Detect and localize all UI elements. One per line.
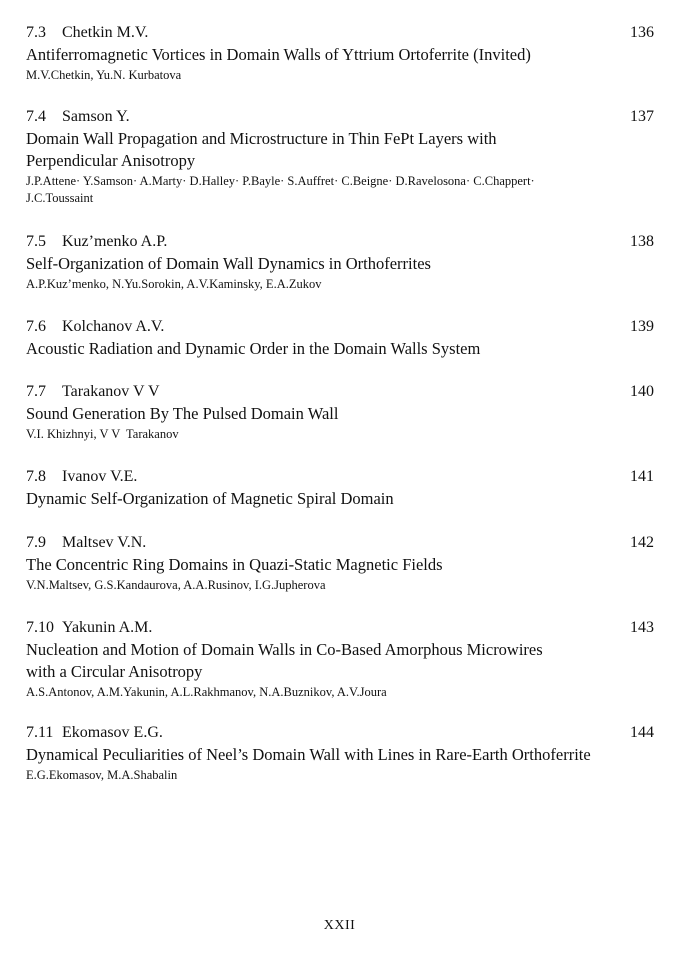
entry-title: Sound Generation By The Pulsed Domain Wall [26,404,339,423]
entry-author: Ivanov V.E. [62,468,138,485]
entry-number: 7.11 [26,724,54,741]
entry-7-5 [26,231,654,293]
entry-title: Nucleation and Motion of Domain Walls in Co-Based Amorphous Microwires with a Circular Anisotropy [26,640,543,681]
entry-title: Dynamic Self-Organization of Magnetic Spiral Domain [26,489,394,508]
entry-author: Ekomasov E.G. [62,724,163,741]
entry-7-6 [26,316,654,360]
entry-number: 7.4 [26,108,46,125]
entry-authors: A.P.Kuz’menko, N.Yu.Sorokin, A.V.Kaminsky, E.A.Zukov [26,277,322,291]
entry-number: 7.10 [26,619,54,636]
entry-title: Domain Wall Propagation and Microstructure in Thin FePt Layers with Perpendicular Anisotropy [26,129,497,170]
entry-title: Self-Organization of Domain Wall Dynamics in Orthoferrites [26,254,431,273]
entry-page-number: 144 [630,724,654,741]
entry-author: Kuz’menko A.P. [62,233,168,250]
entry-7-7 [26,381,654,443]
entry-authors: E.G.Ekomasov, M.A.Shabalin [26,768,178,782]
entry-7-11 [26,722,654,784]
entry-author: Maltsev V.N. [62,534,147,551]
entry-page-number: 142 [630,534,654,551]
entry-number: 7.9 [26,534,46,551]
entry-7-8 [26,466,654,510]
entry-author: Kolchanov A.V. [62,318,165,335]
entry-authors: V.N.Maltsev, G.S.Kandaurova, A.A.Rusinov, I.G.Jupherova [26,578,326,592]
entry-page-number: 136 [630,24,654,41]
entry-title: Antiferromagnetic Vortices in Domain Walls of Yttrium Ortoferrite (Invited) [26,45,531,64]
entry-number: 7.3 [26,24,46,41]
entry-7-10 [26,617,654,701]
entry-page-number: 141 [630,468,654,485]
entry-page-number: 140 [630,383,654,400]
entry-number: 7.8 [26,468,46,485]
entry-title: Dynamical Peculiarities of Neel’s Domain Wall with Lines in Rare-Earth Orthoferrite [26,745,591,764]
entry-author: Tarakanov V V [62,383,160,400]
entry-number: 7.5 [26,233,46,250]
entry-authors: J.P.Attene· Y.Samson· A.Marty· D.Halley· P.Bayle· S.Auffret· C.Beigne· D.Ravelosona· C.Chappert· J.C.Toussaint [26,174,535,205]
entry-7-9 [26,532,654,594]
entry-page-number: 137 [630,108,654,125]
entry-authors: M.V.Chetkin, Yu.N. Kurbatova [26,68,182,82]
entry-page-number: 143 [630,619,654,636]
entry-authors: V.I. Khizhnyi, V V Tarakanov [26,427,179,441]
entry-author: Yakunin A.M. [62,619,153,636]
entry-author: Samson Y. [62,108,130,125]
entry-number: 7.6 [26,318,46,335]
entry-title: Acoustic Radiation and Dynamic Order in the Domain Walls System [26,339,481,358]
page-footer-number: XXII [323,918,356,933]
entry-7-3 [26,22,654,84]
entry-number: 7.7 [26,383,46,400]
entry-7-4 [26,106,654,207]
entry-author: Chetkin M.V. [62,24,149,41]
entry-title: The Concentric Ring Domains in Quazi-Static Magnetic Fields [26,555,443,574]
entry-authors: A.S.Antonov, A.M.Yakunin, A.L.Rakhmanov, N.A.Buznikov, A.V.Joura [26,685,387,699]
entry-page-number: 139 [630,318,654,335]
entry-page-number: 138 [630,233,654,250]
